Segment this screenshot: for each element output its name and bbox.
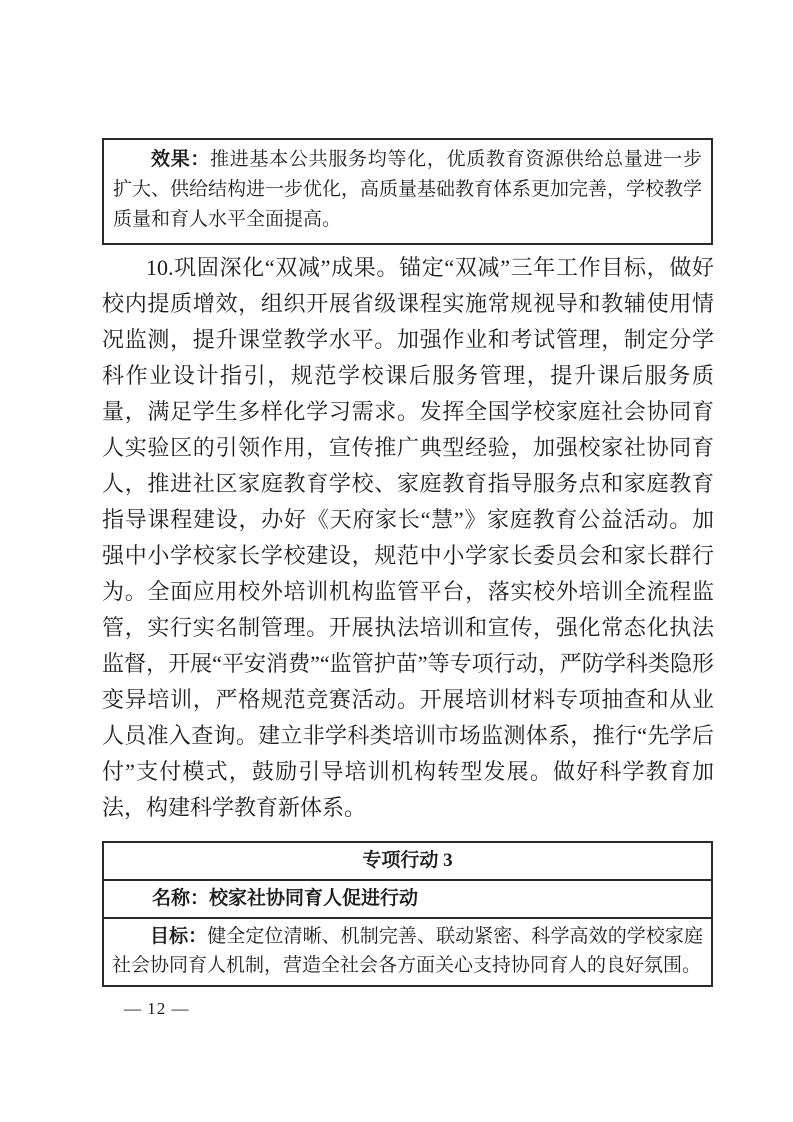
table-name-row — [104, 879, 711, 917]
table-goal-row — [104, 917, 711, 985]
effect-label: 效果： — [151, 149, 211, 170]
table-title: 专项行动 3 — [362, 850, 453, 871]
effect-paragraph — [113, 145, 702, 235]
goal-text: 健全定位清晰、机制完善、联动紧密、科学高效的学校家庭社会协同育人机制，营造全社会各方面关心支持协同育人的良好氛围。 — [112, 926, 703, 976]
special-action-table — [102, 841, 713, 987]
table-title-row — [104, 843, 711, 879]
paragraph-heading: 10.巩固深化“双减”成果。 — [146, 255, 400, 280]
body-section — [102, 250, 714, 826]
name-label: 名称： — [152, 888, 210, 909]
effect-text: 推进基本公共服务均等化，优质教育资源供给总量进一步扩大、供给结构进一步优化，高质量基础教育体系更加完善，学校教学质量和育人水平全面提高。 — [113, 149, 703, 230]
page-number: — 12 — — [124, 999, 190, 1018]
goal-label: 目标： — [150, 926, 208, 947]
name-value: 校家社协同育人促进行动 — [209, 888, 419, 909]
effect-box — [102, 138, 713, 245]
paragraph-text: 锚定“双减”三年工作目标，做好校内提质增效，组织开展省级课程实施常规视导和教辅使用情况监测，提升课堂教学水平。加强作业和考试管理，制定分学科作业设计指引，规范学校课后服务管理，提升课后服务质量，满足学生多样化学习需求。发挥全国学校家庭社会协同育人实验区的引领作用，宣传推广典型经验，加强校家社协同育人，推进社区家庭教育学校、家庭教育指导服务点和家庭教育指导课程建设，办好《天府家长“慧”》家庭教育公益活动。加强中小学校家长学校建设，规范中小学家长委员会和家长群行为。全面应用校外培训机构监管平台，落实校外培训全流程监管，实行实名制管理。开展执法培训和宣传，强化常态化执法监督，开展“平安消费”“监管护苗”等专项行动，严防学科类隐形变异培训，严格规范竞赛活动。开展培训材料专项抽查和从业人员准入查询。建立非学科类培训市场监测体系，推行“先学后付”支付模式，鼓励引导培训机构转型发展。做好科学教育加法，构建科学教育新体系。 — [102, 255, 714, 820]
body-paragraph — [102, 250, 714, 826]
